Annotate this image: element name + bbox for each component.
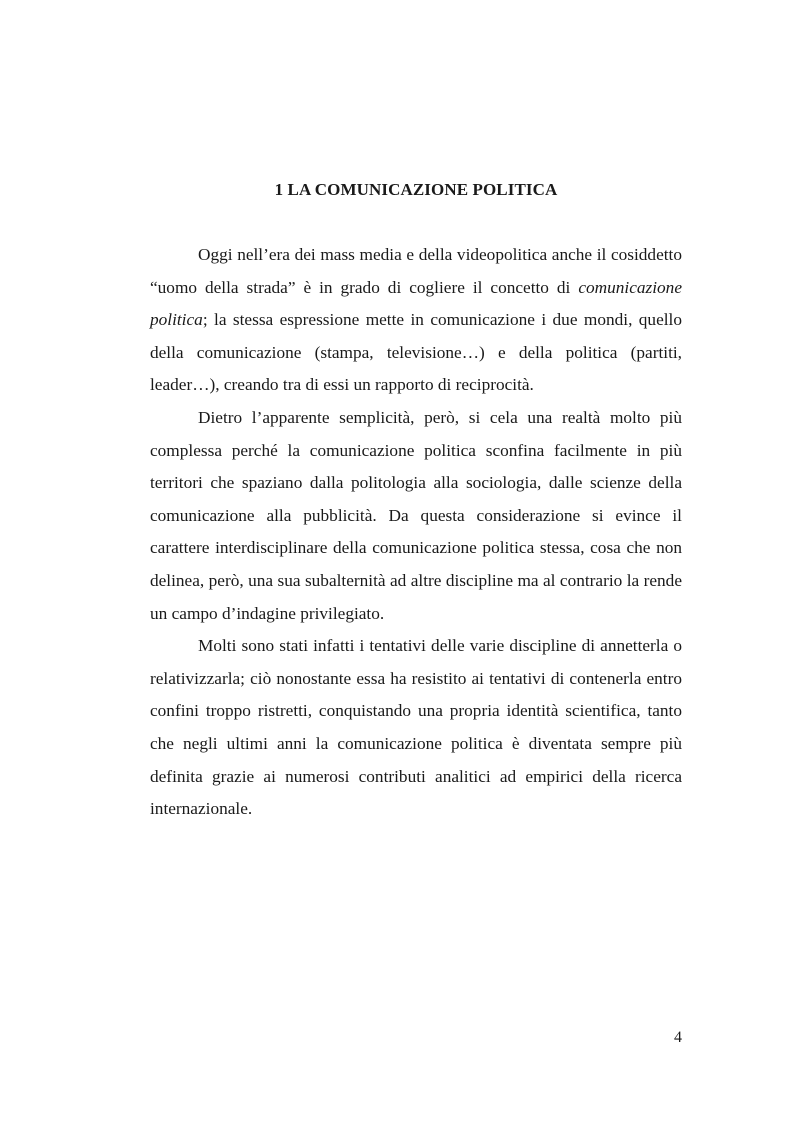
paragraph-1 xyxy=(150,239,682,402)
paragraph-1-emphasis: comunicazione politica xyxy=(150,277,682,330)
paragraph-2: Dietro l’apparente semplicità, però, si cela una realtà molto più complessa perché la comunicazione politica sconfina facilmente in più territori che spaziano dalla politologia alla sociologia, dalle scienze della comunicazione alla pubblicità. Da questa considerazione si evince il carattere interdisciplinare della comunicazione politica stessa, cosa che non delinea, però, una sua subalternità ad altre discipline ma al contrario la rende un campo d’indagine privilegiato. xyxy=(150,407,682,623)
paragraph-3: Molti sono stati infatti i tentativi delle varie discipline di annetterla o relativizzarla; ciò nonostante essa ha resistito ai tentativi di contenerla entro confini troppo ristretti, conquistando una propria identità scientifica, tanto che negli ultimi anni la comunicazione politica è diventata sempre più definita grazie ai numerosi contributi analitici ad empirici della ricerca internazionale. xyxy=(150,636,682,819)
paragraph-1-text-b: ; la stessa espressione mette in comunicazione i due mondi, quello della comunicazione (stampa, televisione…) e della politica (partiti, leader…), creando tra di essi un rapporto di reciprocità. xyxy=(150,310,682,395)
chapter-title: 1 LA COMUNICAZIONE POLITICA xyxy=(274,180,558,199)
body-text xyxy=(150,239,682,826)
paragraph-1-text-a: Oggi nell’era dei mass media e della videopolitica anche il cosiddetto “uomo della strada” è in grado di cogliere il concetto di xyxy=(150,245,682,297)
page-number: 4 xyxy=(674,1029,682,1046)
